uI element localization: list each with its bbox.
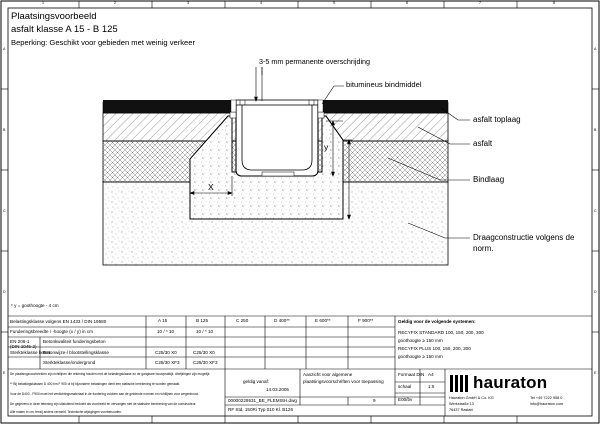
- restriction-note: Beperking: Geschikt voor gebieden met weinig verkeer: [11, 38, 196, 47]
- row-label-e-right: E: [594, 371, 597, 375]
- col-label-3: 3: [187, 1, 189, 5]
- contact-phone: Tel +49 7222 958 0: [530, 396, 563, 400]
- norm-label: EN 206-1 (DIN 1045-2): [10, 339, 37, 350]
- systems-plus: RECYFIX PLUS 100, 150, 200, 300: [398, 346, 471, 351]
- label-overschrijding: 3-5 mm permanente overschrijding: [259, 57, 371, 66]
- substrate-label: Sterkteklasse/ondergrond: [43, 360, 96, 365]
- note-1: De plaatsingsvoorbeelden zijn richtlijnen die rekening houden met de belastingsklasse en de gangbare bouwpraktijk. Afwijkingen zijn mogelijk.: [10, 372, 211, 376]
- label-toplaag: asfalt toplaag: [473, 115, 521, 124]
- concrete-b125: C25/30 X0: [193, 350, 215, 355]
- row-label-a: A: [3, 47, 6, 51]
- label-bindlaag: Bindlaag: [473, 175, 505, 184]
- concrete-xf3-a15: C25/30 XF3: [155, 360, 180, 365]
- col-label-8: 8: [553, 1, 555, 5]
- description-line-1: Aanzicht voor algemene: [303, 372, 353, 377]
- exposure-class-label: Betonwijze-/ blootstellingsklasse: [43, 350, 109, 355]
- load-class-e600: E 600**: [315, 318, 331, 323]
- concrete-quality-label: Betonkwaliteit funderingsbeton: [43, 339, 106, 344]
- dimension-x-label: X: [208, 182, 214, 192]
- load-class-b125: B 125: [196, 318, 209, 323]
- col-label-6: 6: [406, 1, 408, 5]
- address-line-3: 76437 Rastatt: [449, 408, 473, 412]
- scale-value: 1:5: [428, 384, 435, 389]
- systems-plus-height: goothoogte ≥ 150 mm: [398, 354, 443, 359]
- systems-standard-height: goothoogte ≥ 150 mm: [398, 338, 443, 343]
- contact-email: info@hauraton.com: [530, 402, 564, 406]
- foundation-size-b125: 10 / * 10: [196, 329, 214, 334]
- systems-standard: RECYFIX STANDARD 100, 150, 200, 300: [398, 330, 484, 335]
- note-2: ** Bij belastingsklassen D 400 t/m F 900 of bij bijzondere belastingen dient een statische berekening te worden gemaakt.: [10, 382, 181, 386]
- brand-logo: hauraton: [473, 373, 548, 392]
- col-label-2: 2: [114, 1, 116, 5]
- col-label-4: 4: [260, 1, 262, 5]
- reference: RF Std, 150Ri Typ 010 Kl. B126: [228, 407, 294, 412]
- load-class-row-label: Belastingsklasse volgens EN 1433 / DIN 19580: [10, 319, 107, 324]
- row-label-e: E: [3, 371, 6, 375]
- edition-value: E00/bv: [398, 397, 413, 402]
- load-class-d400: D 400**: [274, 318, 290, 323]
- row-label-b: B: [3, 128, 6, 132]
- label-draagconstructie-norm: norm.: [473, 244, 494, 253]
- page-subtitle: asfalt klasse A 15 - B 125: [11, 24, 118, 35]
- col-label-1: 1: [42, 1, 44, 5]
- label-draagconstructie: Draagconstructie volgens de: [473, 233, 575, 242]
- label-bindmiddel: bitumineus bindmiddel: [346, 80, 422, 89]
- load-class-c250: C 250: [236, 318, 249, 323]
- row-label-d-right: D: [594, 290, 597, 294]
- format-label: Formaat DIN: [398, 372, 425, 377]
- note-5: Alle maten in cm, tenzij anders vermeld. Technische wijzigingen voorbehouden.: [10, 410, 122, 414]
- page-title: Plaatsingsvoorbeeld: [11, 11, 97, 22]
- scale-label: schaal: [398, 384, 412, 389]
- valid-from-label: geldig vanaf:: [243, 379, 270, 384]
- systems-heading: Geldig voor de volgende systemen:: [398, 319, 476, 324]
- strength-class-label: Sterkteklasse beton: [10, 350, 51, 355]
- col-label-7: 7: [479, 1, 481, 5]
- note-4: De gegevens in deze tekening zijn uitsluitend bedoeld als voorbeeld en vervangen niet de statische berekening van de constructeur.: [10, 402, 197, 406]
- row-label-d: D: [3, 290, 6, 294]
- address-line-2: Werkstraße 13: [449, 402, 474, 406]
- description-line-2: plaatsingsvoorschriften voor toepassing: [303, 379, 384, 384]
- page-number: 9: [373, 398, 376, 403]
- address-line-1: Hauraton GmbH & Co. KG: [449, 396, 494, 400]
- foundation-size-label: Funderingsbreedte / -hoogte (x / y) in cm: [10, 329, 93, 334]
- format-value: A4: [428, 372, 434, 377]
- hauraton-logo-icon: [449, 373, 471, 395]
- row-label-b-right: B: [594, 128, 597, 132]
- load-class-f900: F 900**: [358, 318, 374, 323]
- label-asfalt: asfalt: [473, 139, 493, 148]
- foundation-size-a15: 10 / * 10: [157, 329, 175, 334]
- concrete-a15: C25/30 X0: [155, 350, 177, 355]
- drawing-number: 00000229531_BE_FLEMISH.dwg: [228, 398, 297, 403]
- row-label-c: C: [3, 209, 6, 213]
- col-label-5: 5: [333, 1, 335, 5]
- valid-from-date: 14.03.2005: [266, 387, 289, 392]
- row-label-a-right: A: [594, 47, 597, 51]
- row-label-c-right: C: [594, 209, 597, 213]
- dimension-y-label: y: [324, 142, 329, 152]
- load-class-a15: A 15: [158, 318, 168, 323]
- concrete-xf3-b125: C25/30 XF3: [193, 360, 218, 365]
- note-3: Voor de D400 - F900 moet het verdichtingsmateriaal in de fundering voldoen aan de geldende normen en richtlijnen voor wegenbouw.: [10, 392, 199, 396]
- footnote: * y = goothoogte - 4 cm: [11, 303, 59, 308]
